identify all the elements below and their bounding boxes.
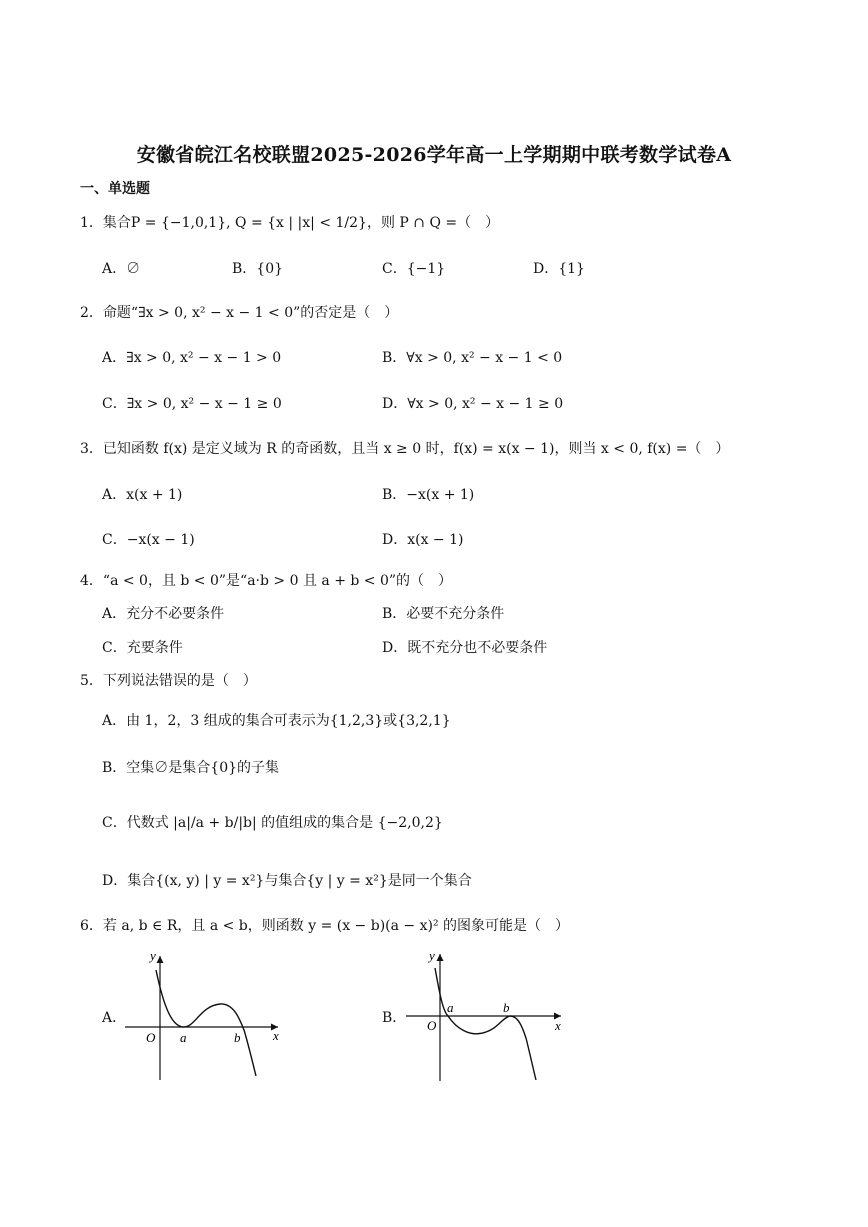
a-label: a [180, 1030, 187, 1045]
graph-option-a [120, 948, 290, 1083]
question-1-option-d: D．{1} [533, 261, 585, 277]
question-4-stem: 4．“a < 0，且 b < 0”是“a·b > 0 且 a + b < 0”的（ ） [80, 573, 453, 589]
question-6-option-b: B． [382, 1010, 407, 1026]
question-5-option-d: D．集合{(x, y) | y = x²}与集合{y | y = x²}是同一个集合 [102, 873, 472, 889]
section-heading: 一、单选题 [80, 181, 150, 197]
question-3-option-b: B．−x(x + 1) [382, 487, 475, 503]
question-6-stem: 6．若 a, b ∈ R，且 a < b，则函数 y = (x − b)(a − x)² 的图象可能是（ ） [80, 918, 570, 934]
b-label: b [234, 1030, 241, 1045]
question-5-option-c: C．代数式 |a|/a + b/|b| 的值组成的集合是 {−2,0,2} [102, 815, 443, 831]
question-3-stem: 3．已知函数 f(x) 是定义域为 R 的奇函数，且当 x ≥ 0 时，f(x) = x(x − 1)，则当 x < 0, f(x) =（ ） [80, 441, 730, 457]
question-5-option-a: A．由 1，2，3 组成的集合可表示为{1,2,3}或{3,2,1} [102, 713, 451, 729]
question-1-option-c: C．{−1} [382, 261, 446, 277]
page-title: 安徽省皖江名校联盟2025-2026学年高一上学期期中联考数学试卷A [136, 144, 732, 166]
question-4-option-c: C．充要条件 [102, 640, 183, 656]
origin-label: O [427, 1018, 437, 1033]
curve [156, 970, 256, 1076]
question-1-stem: 1．集合P = {−1,0,1}, Q = {x | |x| < 1/2}，则 P ∩ Q =（ ） [80, 215, 500, 231]
question-1-option-a: A．∅ [102, 261, 141, 277]
question-2-option-d: D．∀x > 0, x² − x − 1 ≥ 0 [382, 396, 564, 412]
curve [435, 968, 536, 1080]
question-1-option-b: B．{0} [232, 261, 284, 277]
x-label: x [273, 1028, 279, 1043]
question-5-option-b: B．空集∅是集合{0}的子集 [102, 760, 280, 776]
origin-label: O [146, 1030, 156, 1045]
question-4-option-a: A．充分不必要条件 [102, 606, 225, 622]
y-label: y [150, 948, 156, 963]
x-label: x [555, 1018, 561, 1033]
question-2-option-c: C．∃x > 0, x² − x − 1 ≥ 0 [102, 396, 282, 412]
a-label: a [447, 1000, 454, 1015]
question-4-option-d: D．既不充分也不必要条件 [382, 640, 548, 656]
question-2-option-a: A．∃x > 0, x² − x − 1 > 0 [102, 350, 282, 366]
b-label: b [503, 1000, 510, 1015]
question-3-option-a: A．x(x + 1) [102, 487, 183, 503]
question-4-option-b: B．必要不充分条件 [382, 606, 505, 622]
question-2-option-b: B．∀x > 0, x² − x − 1 < 0 [382, 350, 563, 366]
question-2-stem: 2．命题“∃x > 0, x² − x − 1 < 0”的否定是（ ） [80, 305, 399, 321]
y-label: y [429, 948, 435, 963]
question-5-stem: 5．下列说法错误的是（ ） [80, 673, 257, 689]
question-6-option-a: A． [102, 1010, 127, 1026]
question-3-option-d: D．x(x − 1) [382, 532, 464, 548]
question-3-option-c: C．−x(x − 1) [102, 532, 195, 548]
graph-option-b [398, 946, 573, 1086]
